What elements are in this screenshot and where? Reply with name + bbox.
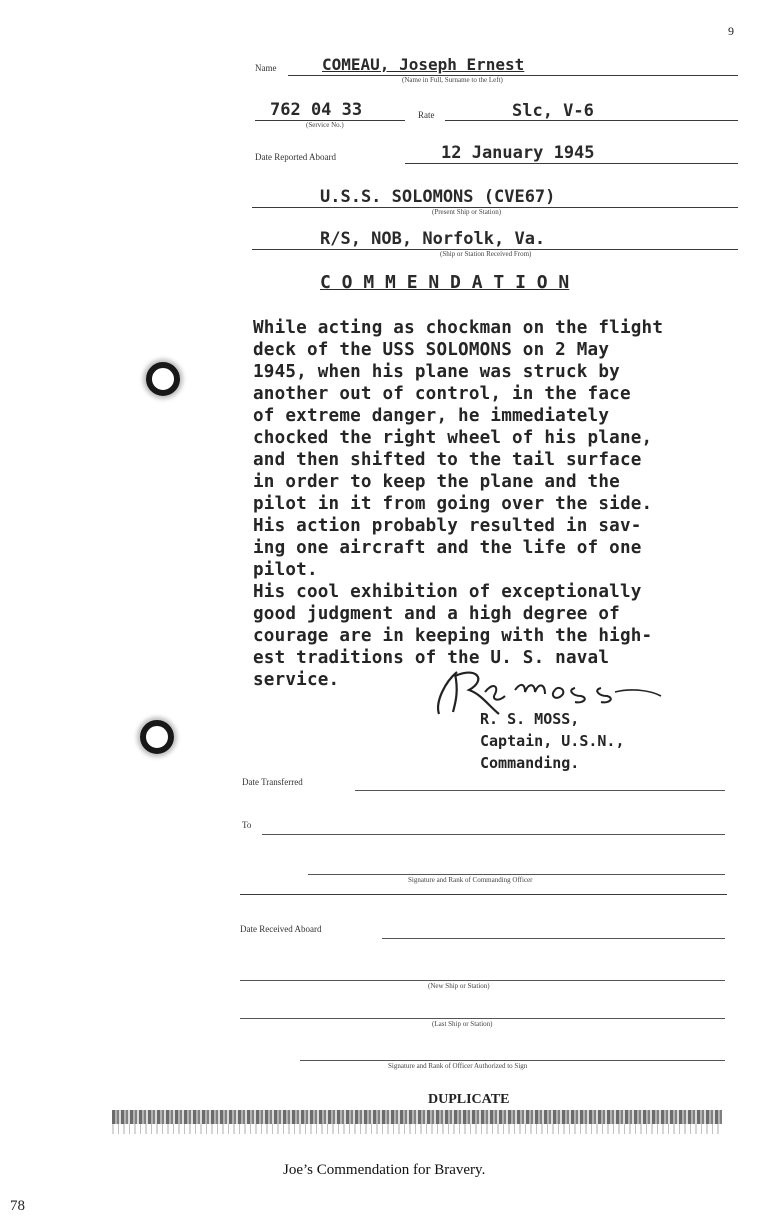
body-line: of extreme danger, he immediately [253, 406, 610, 426]
commanding-officer-hint: Signature and Rank of Commanding Officer [408, 876, 533, 884]
section-divider [240, 894, 727, 895]
smudged-bottom-fade [112, 1124, 722, 1134]
body-line: chocked the right wheel of his plane, [253, 428, 653, 448]
signer-role: Commanding. [480, 754, 580, 772]
present-ship-value: U.S.S. SOLOMONS (CVE67) [320, 187, 556, 207]
service-number-hint: (Service No.) [306, 121, 344, 129]
to-rule [262, 834, 725, 835]
to-label: To [242, 820, 252, 830]
body-line: another out of control, in the face [253, 384, 631, 404]
date-reported-label: Date Reported Aboard [255, 152, 336, 162]
present-ship-hint: (Present Ship or Station) [432, 208, 502, 216]
body-line: His action probably resulted in sav- [253, 516, 642, 536]
body-line: deck of the USS SOLOMONS on 2 May [253, 340, 610, 360]
figure-caption: Joe’s Commendation for Bravery. [283, 1162, 486, 1178]
body-line: service. [253, 670, 340, 690]
last-ship-rule [240, 1018, 725, 1019]
date-transferred-rule [355, 790, 725, 791]
received-from-hint: (Ship or Station Received From) [440, 250, 532, 258]
punch-hole-bottom [140, 720, 174, 754]
name-label: Name [255, 63, 277, 73]
signer-name: R. S. MOSS, [480, 710, 580, 728]
authorized-officer-hint: Signature and Rank of Officer Authorized to Sign [388, 1062, 528, 1070]
body-line: pilot. [253, 560, 318, 580]
body-line: and then shifted to the tail surface [253, 450, 642, 470]
body-line: good judgment and a high degree of [253, 604, 620, 624]
body-line: 1945, when his plane was struck by [253, 362, 620, 382]
date-transferred-label: Date Transferred [242, 777, 303, 787]
commanding-officer-rule [308, 874, 725, 875]
body-line: in order to keep the plane and the [253, 472, 620, 492]
book-page-number: 78 [10, 1198, 25, 1214]
body-line: His cool exhibition of exceptionally [253, 582, 642, 602]
document-page-number: 9 [728, 24, 734, 38]
signer-title: Captain, U.S.N., [480, 732, 625, 750]
commendation-heading: C O M M E N D A T I O N [320, 272, 570, 293]
new-ship-hint: (New Ship or Station) [428, 982, 490, 990]
service-number-value: 762 04 33 [270, 100, 363, 120]
name-rule [288, 75, 738, 76]
date-reported-rule [405, 163, 738, 164]
punch-hole-top [146, 362, 180, 396]
rate-value: Slc, V-6 [512, 101, 594, 121]
authorized-officer-rule [300, 1060, 725, 1061]
rate-label: Rate [418, 110, 435, 120]
body-line: ing one aircraft and the life of one [253, 538, 642, 558]
body-line: pilot in it from going over the side. [253, 494, 653, 514]
smudged-bottom-edge [112, 1110, 722, 1124]
received-from-value: R/S, NOB, Norfolk, Va. [320, 229, 546, 249]
date-reported-value: 12 January 1945 [441, 143, 595, 163]
body-line: est traditions of the U. S. naval [253, 648, 610, 668]
name-hint: (Name in Full, Surname to the Left) [402, 76, 503, 84]
body-line: While acting as chockman on the flight [253, 318, 664, 338]
new-ship-rule [240, 980, 725, 981]
date-received-rule [382, 938, 725, 939]
date-received-label: Date Received Aboard [240, 924, 322, 934]
rate-rule [445, 120, 738, 121]
name-value: COMEAU, Joseph Ernest [322, 55, 525, 74]
body-line: courage are in keeping with the high- [253, 626, 653, 646]
duplicate-label: DUPLICATE [428, 1092, 510, 1107]
last-ship-hint: (Last Ship or Station) [432, 1020, 493, 1028]
